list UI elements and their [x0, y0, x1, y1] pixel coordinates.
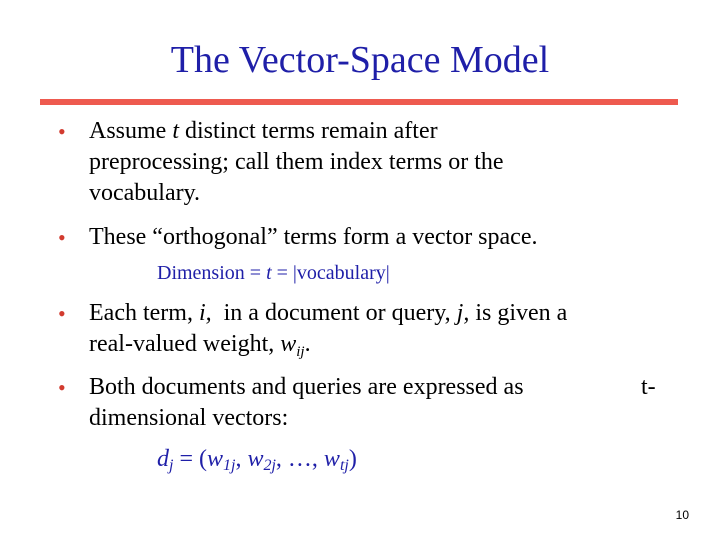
italic-j: j, [456, 300, 470, 326]
bullet-2-text: These “orthogonal” terms form a vector space. [89, 224, 538, 250]
italic-t: t [172, 118, 180, 144]
text-run: Assume [89, 118, 173, 144]
text-run: = |vocabulary| [271, 262, 390, 284]
formula-w2: w [247, 446, 264, 472]
formula-text: = ( [173, 446, 207, 472]
bullet-dot: • [58, 301, 66, 326]
italic-t: t [266, 262, 272, 284]
vector-formula [157, 444, 357, 481]
italic-w: w [280, 331, 297, 357]
formula-text: , …, [275, 446, 324, 472]
bullet-4-text [89, 372, 656, 434]
formula-wt: w [323, 446, 340, 472]
bullet-3-text [89, 298, 567, 368]
formula-w1-sub: 1j [223, 457, 236, 474]
bullet-1-line-2: preprocessing; call them index terms or the [89, 149, 504, 175]
text-run: in a document or query, [211, 300, 457, 326]
formula-d: d [157, 446, 169, 472]
text-run: Both documents and queries are expressed as [89, 374, 524, 400]
text-run: Each term, [89, 300, 199, 326]
text-run-t: t- [641, 374, 656, 400]
formula-d-sub: j [169, 457, 174, 474]
bullet-3-line-2 [89, 329, 567, 368]
text-run: real-valued weight, [89, 331, 281, 357]
bullet-dot: • [58, 375, 66, 400]
text-run: distinct terms remain after [179, 118, 438, 144]
slide-title: The Vector-Space Model [170, 39, 550, 81]
text-run: . [304, 331, 311, 357]
bullet-dot: • [58, 225, 66, 250]
bullet-1-text [89, 116, 504, 209]
text-run: Dimension = [157, 262, 267, 284]
text-run: is given a [469, 300, 568, 326]
subscript-ij: ij [296, 344, 305, 360]
bullet-1-line-3: vocabulary. [89, 180, 201, 206]
dimension-line [157, 260, 390, 286]
formula-w1: w [206, 446, 223, 472]
page-number: 10 [675, 508, 689, 522]
formula-w2-sub: 2j [263, 457, 276, 474]
formula-wt-sub: tj [339, 457, 349, 474]
bullet-1-line-1 [89, 116, 504, 147]
bullet-4-line-1 [89, 372, 656, 403]
bullet-4-line-2: dimensional vectors: [89, 405, 289, 431]
bullet-3-line-1 [89, 298, 567, 329]
title-underline [40, 99, 678, 105]
italic-i: i, [198, 300, 212, 326]
formula-text: , [235, 446, 248, 472]
bullet-dot: • [58, 119, 66, 144]
formula-text: ) [348, 446, 357, 472]
